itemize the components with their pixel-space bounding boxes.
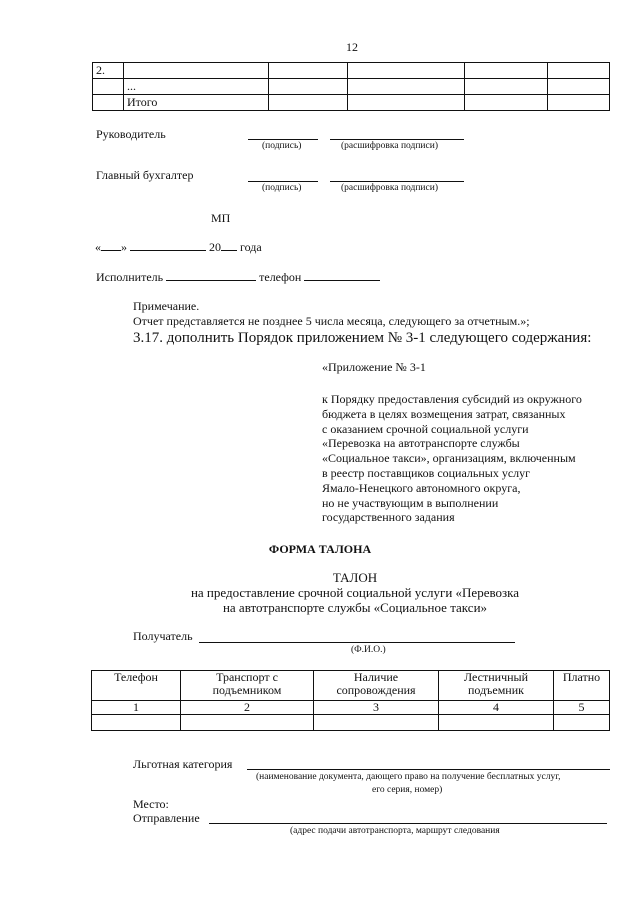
appendix-line: государственного задания [322, 510, 455, 525]
head-sign-line [248, 139, 318, 140]
col-number: 4 [439, 701, 554, 715]
table-cell: Итого [124, 95, 269, 111]
departure-label: Отправление [133, 811, 200, 825]
table-cell [93, 95, 124, 111]
page-number: 12 [346, 40, 358, 54]
executor-line [96, 270, 380, 285]
table-row [92, 701, 610, 715]
table-cell [124, 63, 269, 79]
table-cell: 2. [93, 63, 124, 79]
year-suffix: года [240, 240, 262, 254]
appendix-line: в реестр поставщиков социальных услуг [322, 465, 531, 480]
col-paid-header: Платно [554, 671, 610, 701]
table-row [92, 715, 610, 731]
note-title: Примечание. [133, 299, 200, 313]
appendix-line: к Порядку предоставления субсидий из окружного [322, 392, 582, 406]
note-text: Отчет представляется не позднее 5 числа месяца, следующего за отчетным.»; [133, 314, 530, 328]
col-stair-lift-header: Лестничный подъемник [439, 671, 554, 701]
appendix-line: бюджета в целях возмещения затрат, связанных [322, 406, 566, 421]
executor-label: Исполнитель [96, 270, 164, 284]
date-line [95, 240, 262, 255]
sign-caption: (подпись) [262, 141, 302, 151]
table-cell: ... [124, 79, 269, 95]
col-number: 1 [92, 701, 181, 715]
col-phone-header: Телефон [92, 671, 181, 701]
recipient-label: Получатель [133, 629, 193, 643]
table-row [93, 95, 610, 111]
phone-label: телефон [259, 270, 302, 284]
decode-caption: (расшифровка подписи) [341, 141, 438, 151]
sign-caption: (подпись) [262, 183, 302, 193]
amendment-text: 3.17. дополнить Порядок приложением № 3-1 следующего содержания: [133, 330, 592, 346]
col-number: 5 [554, 701, 610, 715]
accountant-sign-line [248, 181, 318, 182]
appendix-line: Ямало-Ненецкого автономного округа, [322, 480, 521, 495]
year-prefix: 20 [209, 240, 221, 254]
stamp-mark: МП [211, 211, 231, 225]
departure-caption: (адрес подачи автотранспорта, маршрут следования [290, 826, 500, 836]
benefit-label: Льготная категория [133, 757, 233, 771]
appendix-line: с оказанием срочной социальной услуги [322, 421, 529, 436]
table-cell [93, 79, 124, 95]
top-summary-table [92, 62, 610, 111]
decode-caption: (расшифровка подписи) [341, 183, 438, 193]
place-label: Место: [133, 797, 169, 811]
benefit-line [247, 769, 610, 770]
departure-line [209, 823, 607, 824]
date-close-quote: » [121, 240, 127, 254]
benefit-caption-2: его серия, номер) [372, 785, 443, 795]
col-lift-header: Транспорт с подъемником [181, 671, 314, 701]
appendix-line: «Перевозка на автотранспорте службы [322, 436, 520, 451]
benefit-caption-1: (наименование документа, дающего право на получение бесплатных услуг, [256, 772, 561, 782]
talon-table [91, 670, 610, 731]
talon-subtitle-2: на автотранспорте службы «Социальное такси» [222, 600, 488, 615]
head-decode-line [330, 139, 464, 140]
talon-subtitle-1: на предоставление срочной социальной услуги «Перевозка [190, 585, 520, 600]
appendix-line: «Социальное такси», организациям, включенным [322, 451, 576, 466]
recipient-caption: (Ф.И.О.) [351, 645, 386, 655]
col-number: 2 [181, 701, 314, 715]
table-row [93, 63, 610, 79]
appendix-title: «Приложение № 3-1 [322, 360, 426, 374]
col-escort-header: Наличие сопровождения [314, 671, 439, 701]
chief-accountant-label: Главный бухгалтер [96, 168, 194, 182]
head-label: Руководитель [96, 127, 166, 141]
talon-title: ТАЛОН [332, 570, 378, 585]
form-heading: ФОРМА ТАЛОНА [268, 542, 372, 556]
date-open-quote: « [95, 240, 101, 254]
accountant-decode-line [330, 181, 464, 182]
col-number: 3 [314, 701, 439, 715]
recipient-line [199, 642, 515, 643]
appendix-reference [322, 392, 582, 525]
table-header-row [92, 671, 610, 701]
appendix-line: но не участвующим в выполнении [322, 495, 499, 510]
table-row [93, 79, 610, 95]
